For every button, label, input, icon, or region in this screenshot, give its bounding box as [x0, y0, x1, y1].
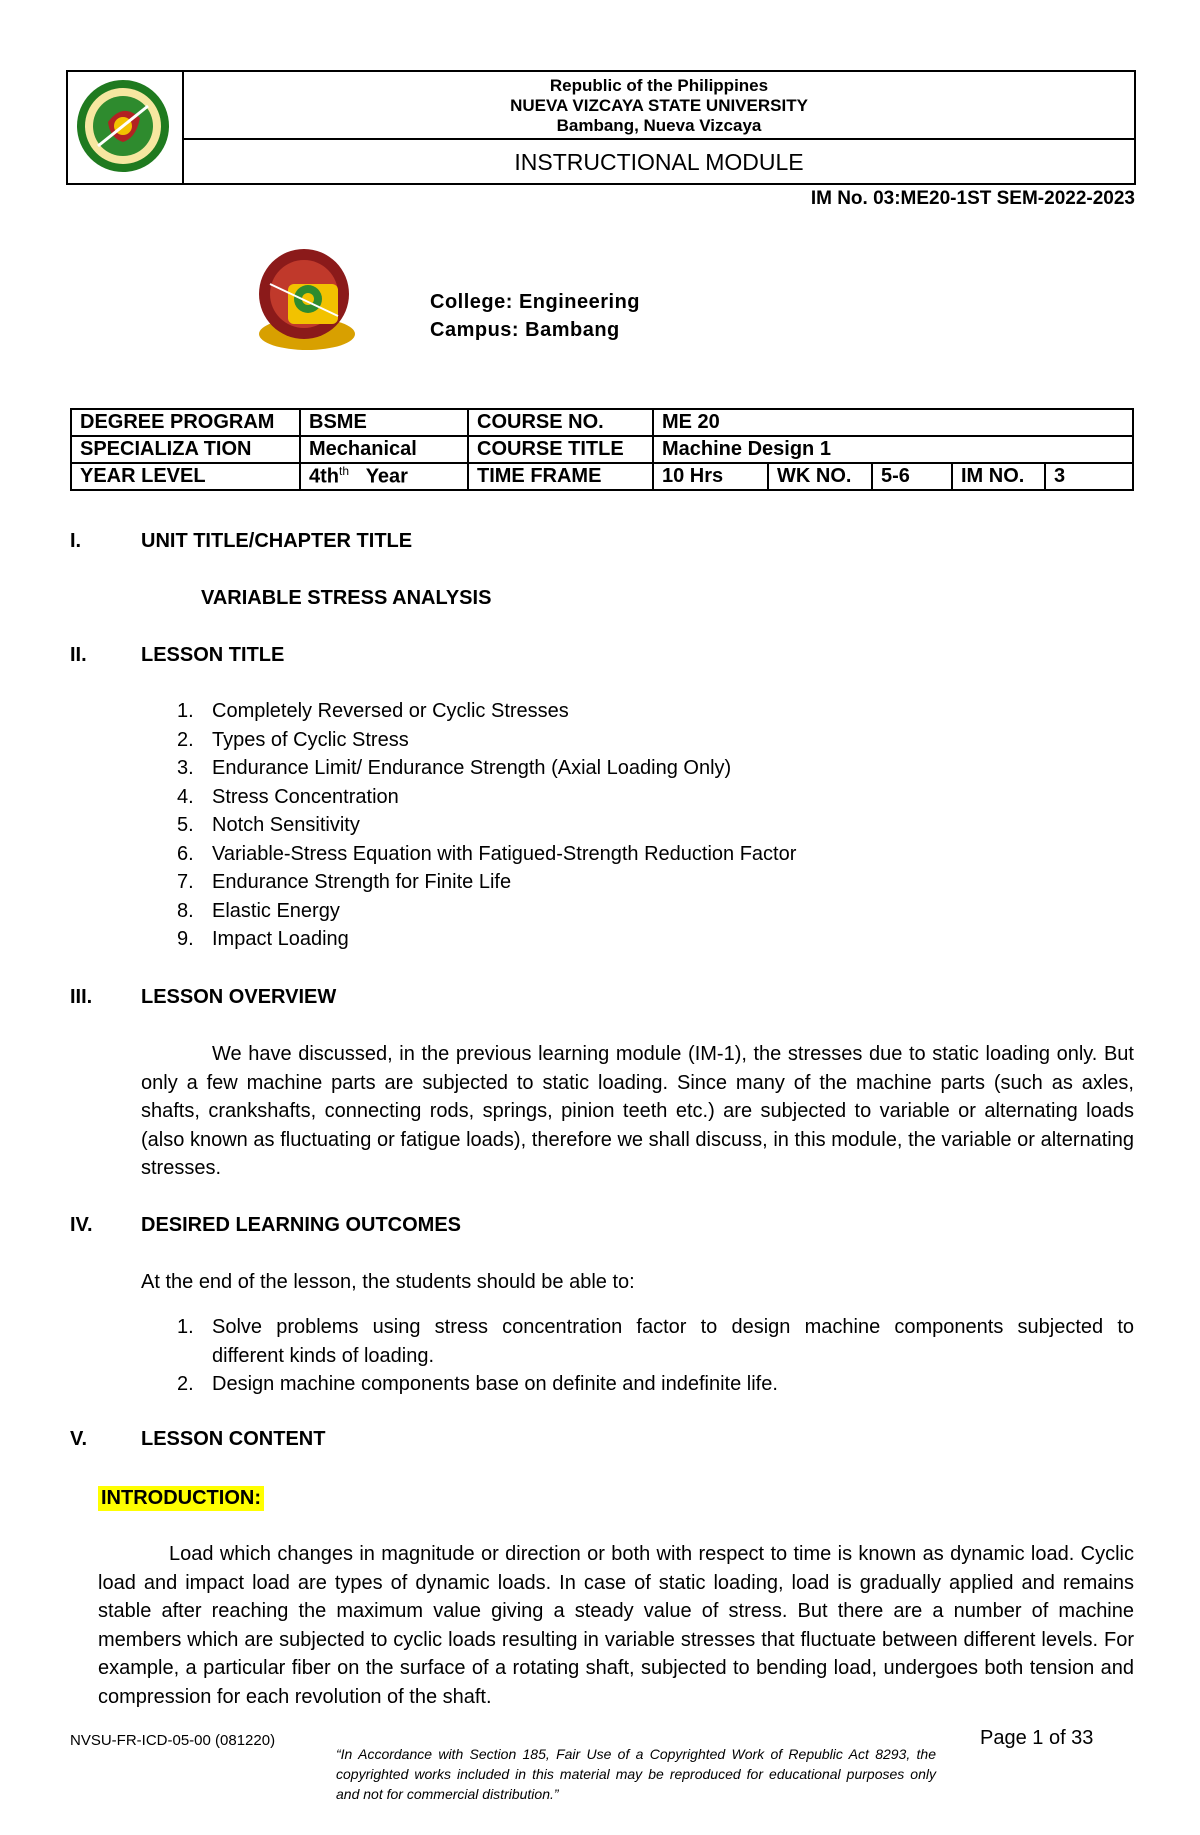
course-no-value: ME 20: [653, 409, 1133, 436]
university-location: Bambang, Nueva Vizcaya: [556, 116, 762, 135]
university-heading: [184, 72, 1134, 140]
outcome-1-line-1: Solve problems using stress concentration factor to design machine components subjected to: [212, 1316, 1134, 1338]
college-info: [430, 288, 640, 344]
republic-text: Republic of the Philippines: [549, 76, 769, 95]
section-number: V.: [70, 1428, 88, 1450]
outcomes-list: [177, 1313, 1134, 1399]
list-item: 1. Solve problems using stress concentration factor to design machine components subjected to different kinds of loading.: [177, 1313, 1134, 1370]
course-info-table: [70, 408, 1134, 491]
degree-program-label: DEGREE PROGRAM: [71, 409, 300, 436]
list-item: 3. Endurance Limit/ Endurance Strength (Axial Loading Only): [177, 757, 732, 779]
table-row: [71, 463, 1133, 490]
specialization-label: SPECIALIZA TION: [71, 436, 300, 463]
outcomes-intro: At the end of the lesson, the students should be able to:: [141, 1271, 635, 1293]
form-code: NVSU-FR-ICD-05-00 (081220): [70, 1732, 276, 1749]
list-item: 1. Completely Reversed or Cyclic Stresses: [177, 700, 569, 722]
im-no-label: IM NO.: [952, 463, 1045, 490]
year-level-base: 4th: [309, 465, 339, 488]
section-number: I.: [70, 530, 82, 552]
table-row: [71, 409, 1133, 436]
outcome-2-text: Design machine components base on definite and indefinite life.: [212, 1373, 778, 1395]
university-seal-cell: [68, 72, 184, 183]
section-heading: UNIT TITLE/CHAPTER TITLE: [141, 530, 413, 552]
section-heading: LESSON CONTENT: [141, 1428, 326, 1450]
lesson-title-list: [177, 697, 796, 954]
list-item: 9. Impact Loading: [177, 928, 349, 950]
unit-title-text: VARIABLE STRESS ANALYSIS: [201, 587, 492, 609]
copyright-note: “In Accordance with Section 185, Fair Use of a Copyrighted Work of Republic Act 8293, the copyrighted works included in this material may be reproduced for educational purposes only and not for commercial distribution.”: [336, 1746, 936, 1802]
overview-paragraph: We have discussed, in the previous learning module (IM-1), the stresses due to static loading only. But only a few machine parts are subjected to static loading. Since many of the machine parts (such as axles, shafts, crankshafts, connecting rods, springs, pinion teeth etc.) are subjected to variable or alternating loads (also known as fluctuating or fatigue loads), therefore we shall discuss, in this module, the variable or alternating stresses.: [141, 1043, 1134, 1179]
college-line: College: Engineering: [430, 291, 641, 313]
list-item: 5. Notch Sensitivity: [177, 814, 360, 836]
wk-no-value: 5-6: [872, 463, 952, 490]
list-item: 8. Elastic Energy: [177, 899, 340, 922]
campus-line: Campus: Bambang: [430, 319, 620, 341]
course-no-label: COURSE NO.: [468, 409, 653, 436]
list-item: 7. Endurance Strength for Finite Life: [177, 871, 512, 893]
introduction-label: INTRODUCTION:: [98, 1486, 264, 1511]
section-heading: LESSON TITLE: [141, 644, 285, 666]
course-title-label: COURSE TITLE: [468, 436, 653, 463]
list-item: 2. Types of Cyclic Stress: [177, 728, 409, 751]
year-level-value: [300, 463, 468, 490]
university-name: NUEVA VIZCAYA STATE UNIVERSITY: [510, 96, 808, 115]
year-level-suffix: Year: [365, 465, 408, 488]
section-number: II.: [70, 644, 87, 666]
introduction-paragraph: Load which changes in magnitude or direction or both with respect to time is known as dynamic load. Cyclic load and impact load are types of dynamic loads. In case of static loading, load is gradually applied and remains stable after reaching the maximum value giving a steady value of stress. But there are a number of machine members which are subjected to cyclic loads resulting in variable stresses that fluctuate between different levels. For example, a particular fiber on the surface of a rotating shaft, subjected to bending load, undergoes both tension and compression for each revolution of the shaft.: [98, 1543, 1134, 1708]
university-seal-icon: [68, 72, 178, 180]
list-item: 2. Design machine components base on definite and indefinite life.: [177, 1373, 778, 1395]
section-heading: DESIRED LEARNING OUTCOMES: [141, 1214, 462, 1236]
year-level-sup: th: [339, 464, 350, 479]
table-row: [71, 436, 1133, 463]
outcome-1-line-2: different kinds of loading.: [212, 1344, 435, 1367]
im-number: IM No. 03:ME20-1ST SEM-2022-2023: [810, 188, 1135, 209]
list-item: 4. Stress Concentration: [177, 785, 399, 808]
time-frame-value: 10 Hrs: [653, 463, 768, 490]
section-number: IV.: [70, 1214, 93, 1236]
im-no-value: 3: [1045, 463, 1133, 490]
course-title-value: Machine Design 1: [653, 436, 1133, 463]
degree-program-value: BSME: [300, 409, 468, 436]
year-level-label: YEAR LEVEL: [71, 463, 300, 490]
wk-no-label: WK NO.: [768, 463, 872, 490]
time-frame-label: TIME FRAME: [468, 463, 653, 490]
specialization-value: Mechanical: [300, 436, 468, 463]
section-number: III.: [70, 986, 93, 1008]
document-header: [66, 70, 1136, 185]
section-heading: LESSON OVERVIEW: [141, 986, 337, 1008]
college-engineering-logo-icon: [248, 244, 366, 356]
page-number: Page 1 of 33: [980, 1727, 1094, 1749]
list-item: 6. Variable-Stress Equation with Fatigued-Strength Reduction Factor: [177, 842, 797, 865]
module-type: INSTRUCTIONAL MODULE: [514, 149, 804, 175]
